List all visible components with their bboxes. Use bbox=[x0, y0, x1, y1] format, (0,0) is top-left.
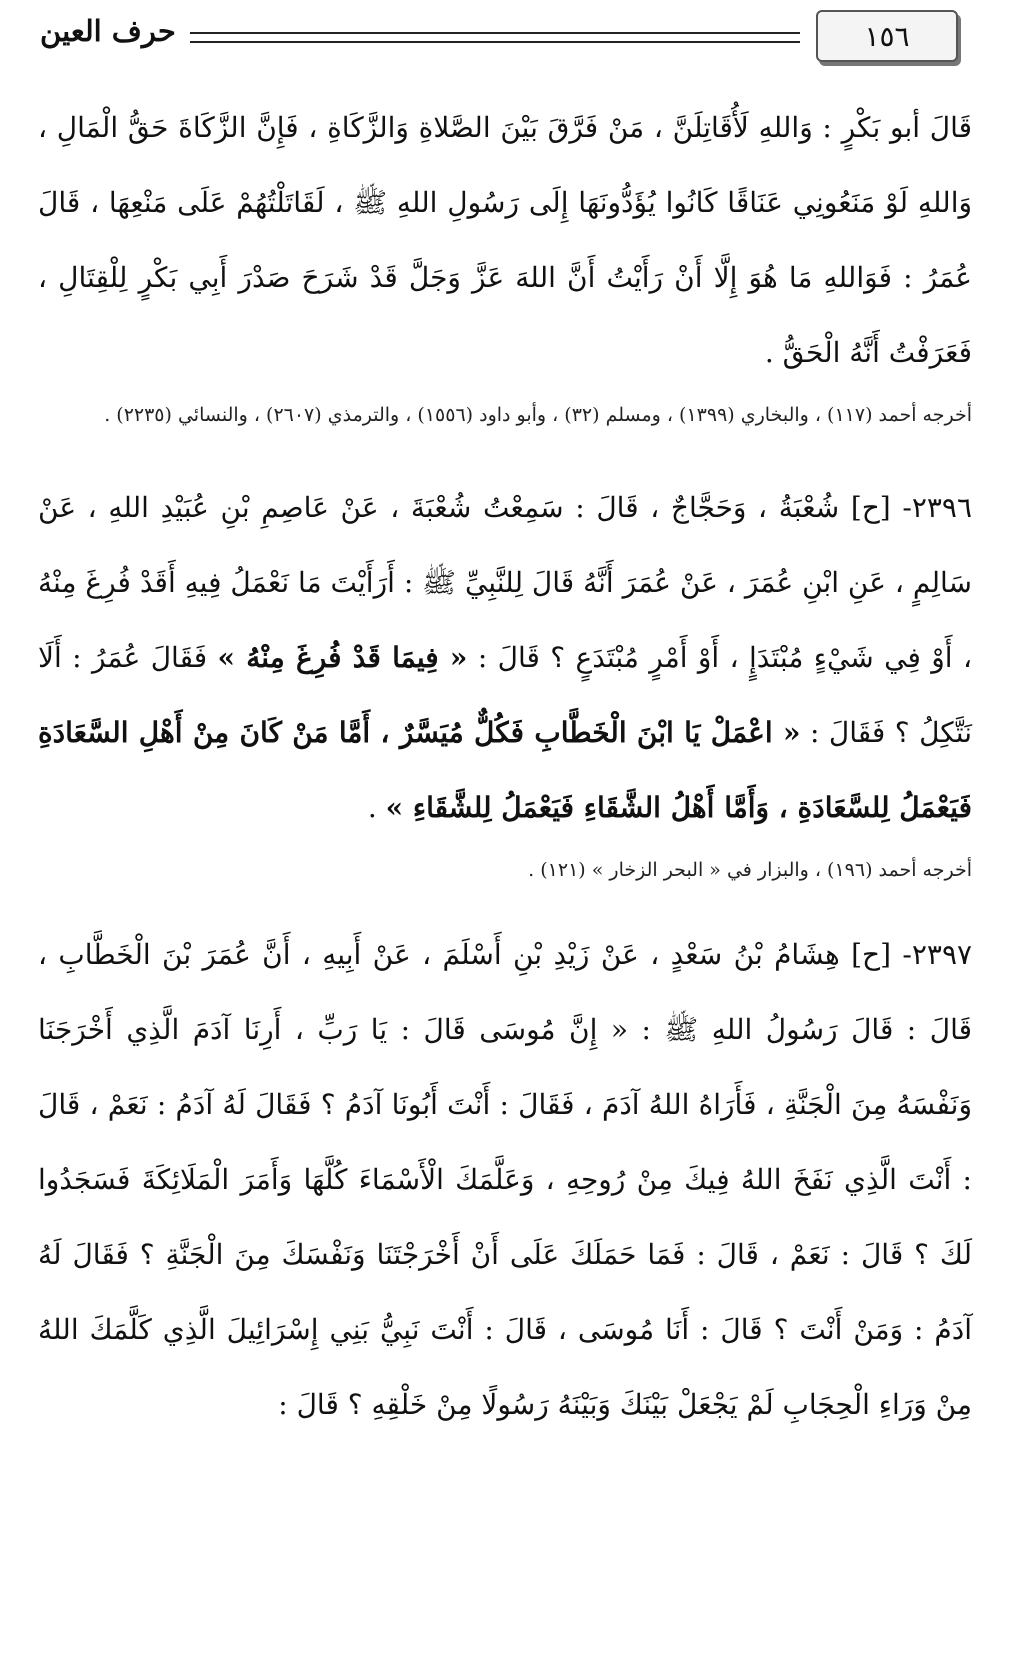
hadith-number: ٢٣٩٧- bbox=[902, 938, 973, 971]
paragraph-continuation: قَالَ أبو بَكْرٍ : وَاللهِ لَأُقَاتِلَنَّ ، مَنْ فَرَّقَ بَيْنَ الصَّلاةِ وَالزَّكَاةِ ، فَإِنَّ الزَّكَاةَ حَقُّ الْمَالِ ، وَاللهِ لَوْ مَنَعُونِي عَنَاقًا كَانُوا يُؤَدُّونَهَا إِلَى رَسُولِ اللهِ ﷺ ، لَقَاتَلْتُهُمْ عَلَى مَنْعِهَا ، قَالَ عُمَرُ : فَوَاللهِ مَا هُوَ إِلَّا أَنْ رَأَيْتُ أَنَّ اللهَ عَزَّ وَجَلَّ قَدْ شَرَحَ صَدْرَ أَبِي بَكْرٍ لِلْقِتَالِ ، فَعَرَفْتُ أَنَّهُ الْحَقُّ . bbox=[38, 111, 972, 369]
hadith-text-2: فَقَالَ عُمَرُ : أَلَا نَتَّكِلُ ؟ فَقَالَ : bbox=[38, 641, 972, 749]
hadith-text: هِشَامُ بْنُ سَعْدٍ ، عَنْ زَيْدِ بْنِ أَسْلَمَ ، عَنْ أَبِيهِ ، أَنَّ عُمَرَ بْنَ الْخَطَّابِ ، قَالَ : قَالَ رَسُولُ اللهِ ﷺ : « إِنَّ مُوسَى قَالَ : يَا رَبِّ ، أَرِنَا آدَمَ الَّذِي أَخْرَجَنَا وَنَفْسَهُ مِنَ الْجَنَّةِ ، فَأَرَاهُ اللهُ آدَمَ ، فَقَالَ : أَنْتَ أَبُونَا آدَمُ ؟ فَقَالَ لَهُ آدَمُ : نَعَمْ ، قَالَ : أَنْتَ الَّذِي نَفَخَ اللهُ فِيكَ مِنْ رُوحِهِ ، وَعَلَّمَكَ الْأَسْمَاءَ كُلَّهَا وَأَمَرَ الْمَلَائِكَةَ فَسَجَدُوا لَكَ ؟ قَالَ : نَعَمْ ، قَالَ : فَمَا حَمَلَكَ عَلَى أَنْ أَخْرَجْتَنَا وَنَفْسَكَ مِنَ الْجَنَّةِ ؟ فَقَالَ لَهُ آدَمُ : وَمَنْ أَنْتَ ؟ قَالَ : أَنَا مُوسَى ، قَالَ : أَنْتَ نَبِيُّ بَنِي إِسْرَائِيلَ الَّذِي كَلَّمَكَ اللهُ مِنْ وَرَاءِ الْحِجَابِ لَمْ يَجْعَلْ بَيْنَكَ وَبَيْنَهُ رَسُولًا مِنْ خَلْقِهِ ؟ قَالَ : bbox=[38, 938, 973, 1421]
page-number: ١٥٦ bbox=[864, 19, 910, 53]
spacer bbox=[38, 889, 972, 917]
hadith-number: ٢٣٩٦- bbox=[902, 491, 972, 524]
hadith-tag: [ح] bbox=[850, 491, 891, 524]
header-double-rule bbox=[190, 32, 800, 43]
running-title: حرف العين bbox=[40, 14, 176, 48]
hadith-tag: [ح] bbox=[851, 938, 892, 971]
page-number-box bbox=[816, 10, 958, 62]
hadith-end-mark: . bbox=[367, 791, 386, 824]
hadith-matn-1: « فِيمَا قَدْ فُرِغَ مِنْهُ » bbox=[217, 641, 468, 674]
hadith-2396 bbox=[38, 470, 972, 845]
hadith-matn-2: « اعْمَلْ يَا ابْنَ الْخَطَّابِ فَكُلٌّ مُيَسَّرٌ ، أَمَّا مَنْ كَانَ مِنْ أَهْلِ السَّعَادَةِ فَيَعْمَلُ لِلسَّعَادَةِ ، وَأَمَّا أَهْلُ الشَّقَاءِ فَيَعْمَلُ لِلشَّقَاءِ » bbox=[38, 716, 972, 824]
page-header bbox=[0, 6, 1010, 66]
footnote-takhrij-1: أخرجه أحمد (١١٧) ، والبخاري (١٣٩٩) ، ومسلم (٣٢) ، وأبو داود (١٥٥٦) ، والترمذي (٢٦٠٧) ، والنسائي (٢٢٣٥) . bbox=[104, 404, 972, 426]
footnote-takhrij-2: أخرجه أحمد (١٩٦) ، والبزار في « البحر الزخار » (١٢١) . bbox=[528, 859, 972, 881]
hadith-isnad-text: شُعْبَةُ ، وَحَجَّاجٌ ، قَالَ : سَمِعْتُ شُعْبَةَ ، عَنْ عَاصِمِ بْنِ عُبَيْدِ اللهِ ، عَنْ سَالِمٍ ، عَنِ ابْنِ عُمَرَ ، عَنْ عُمَرَ أَنَّهُ قَالَ لِلنَّبِيِّ ﷺ : أَرَأَيْتَ مَا نَعْمَلُ فِيهِ أَقَدْ فُرِغَ مِنْهُ ، أَوْ فِي شَيْءٍ مُبْتَدَإٍ ، أَوْ أَمْرٍ مُبْتَدَعٍ ؟ قَالَ : bbox=[38, 491, 972, 674]
hadith-2397 bbox=[38, 917, 972, 1442]
page-body bbox=[38, 90, 972, 1442]
spacer bbox=[38, 434, 972, 470]
